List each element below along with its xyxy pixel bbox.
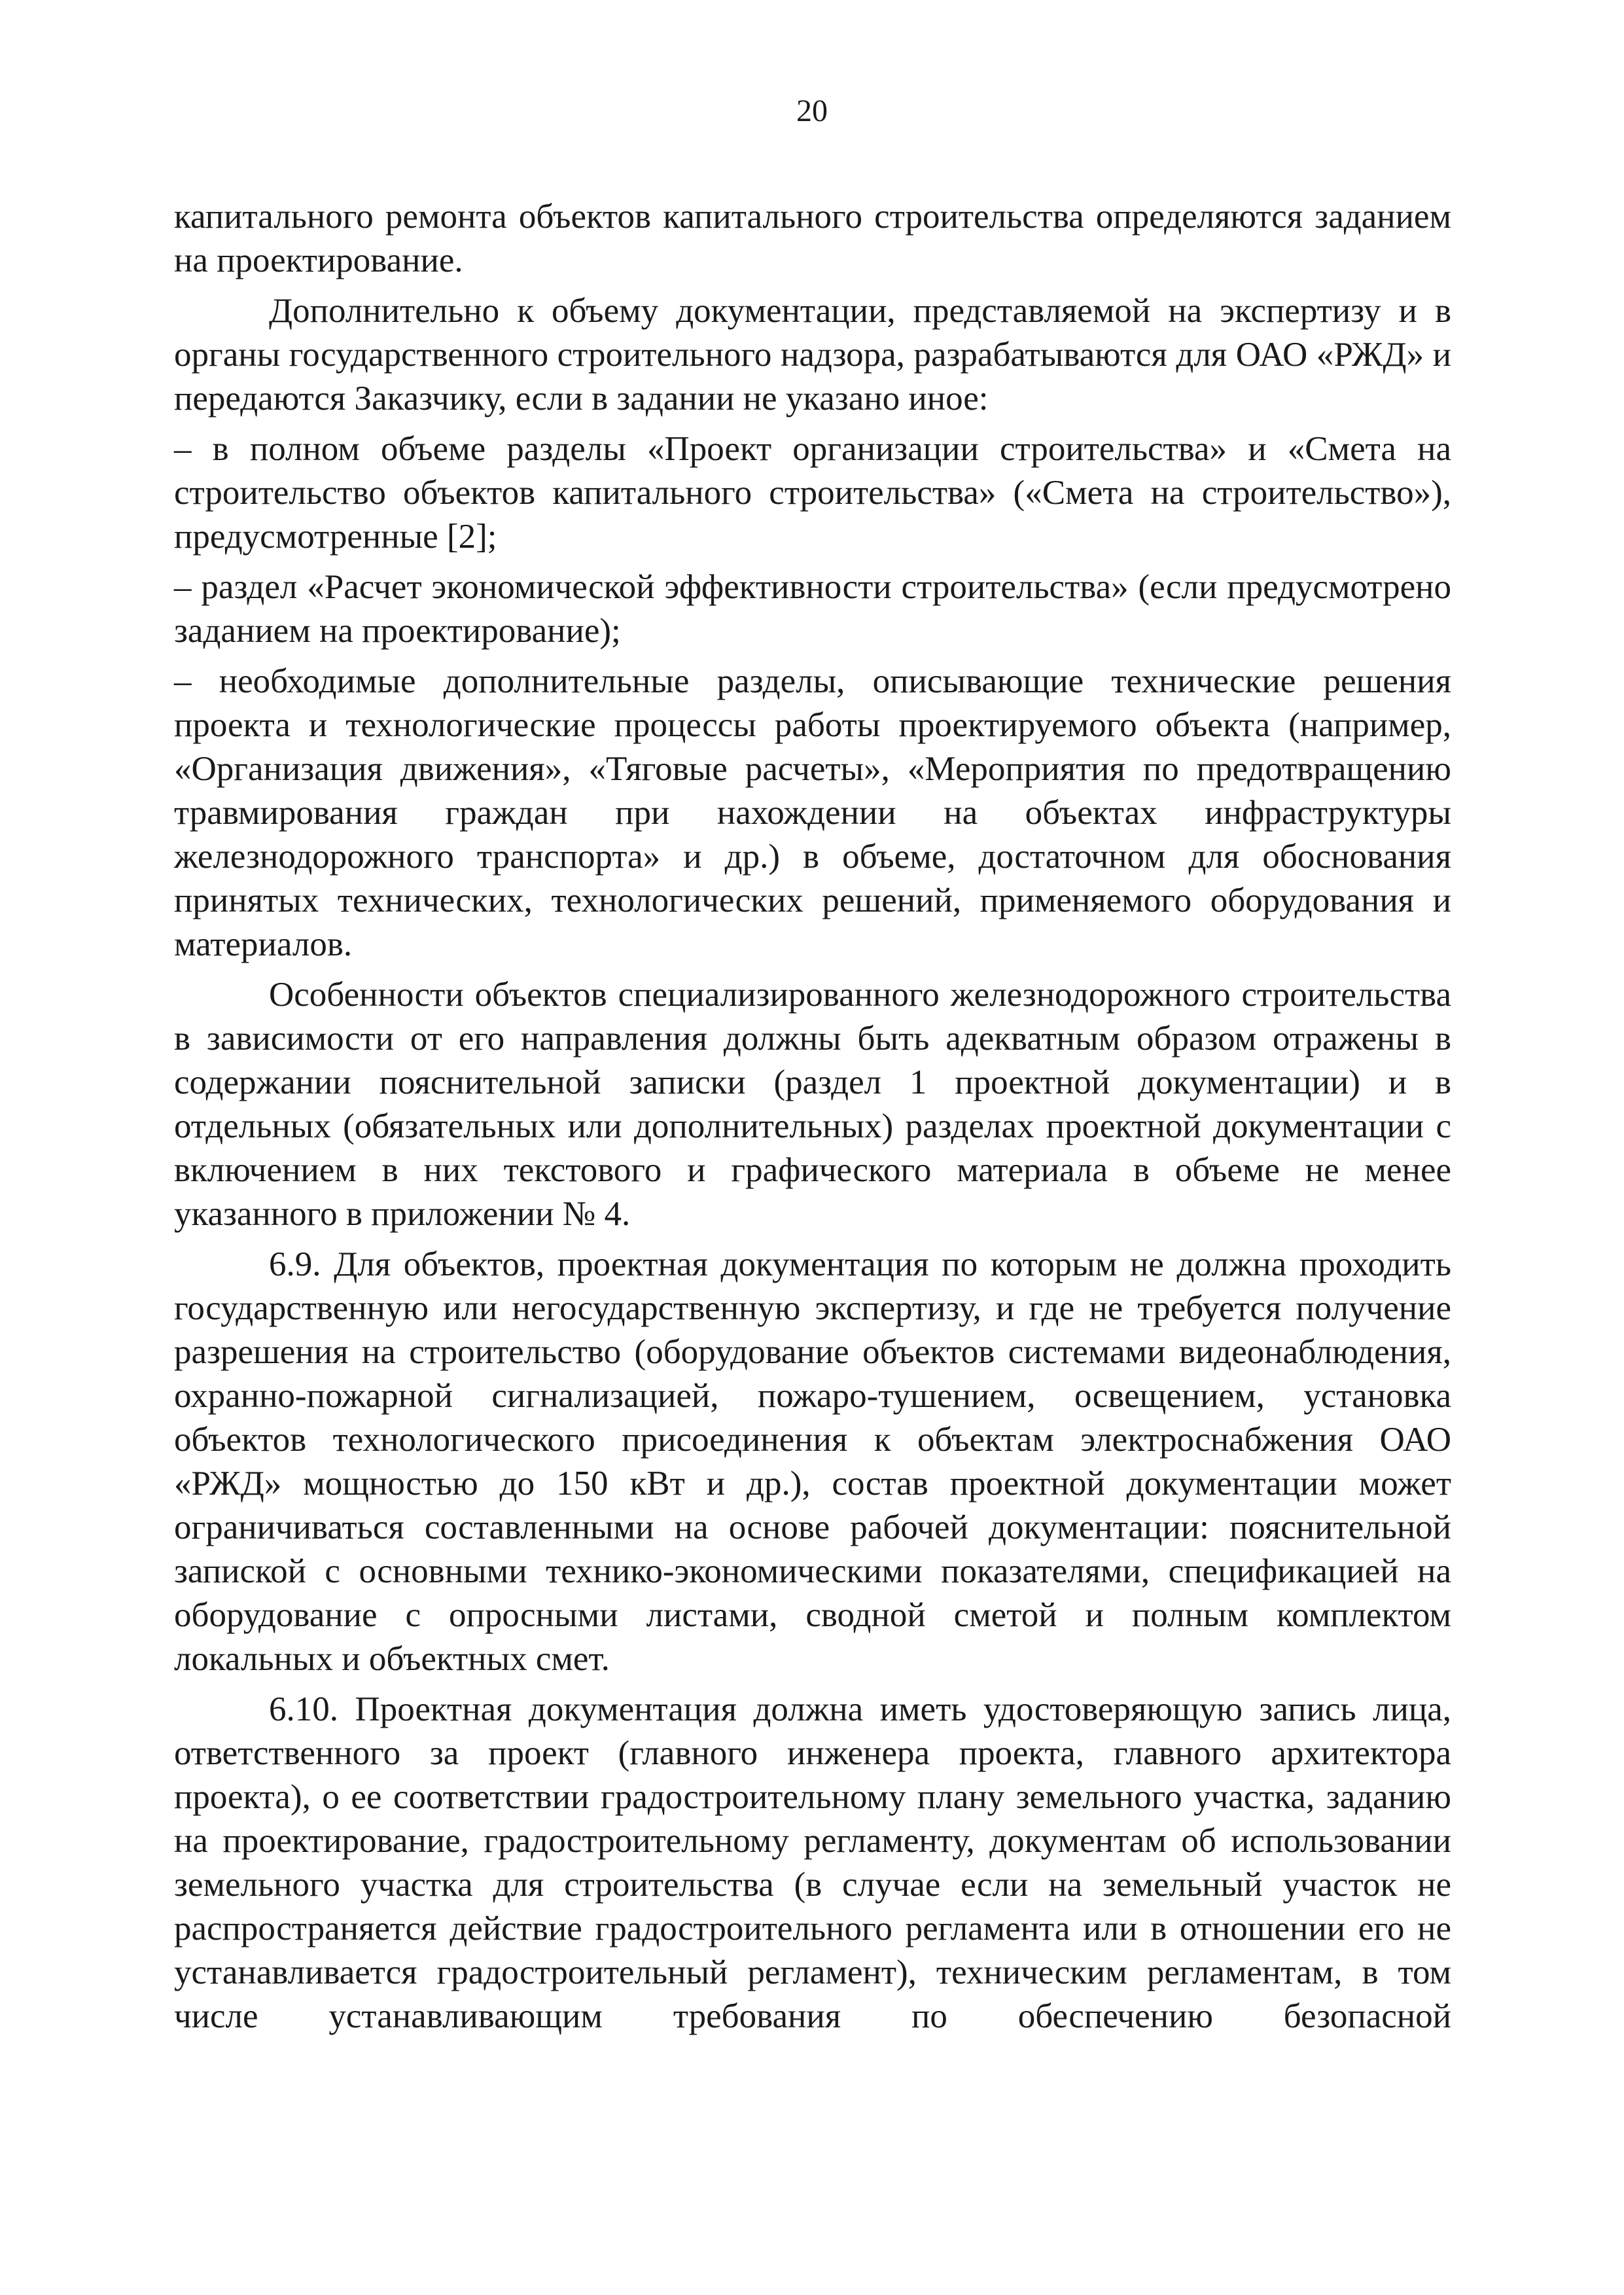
paragraph-railway-specifics: Особенности объектов специализированного железнодорожного строительства в зависимости от его направления должны быть адекватным образом отражены в содержании пояснительной записки (раздел 1 проектной документации) и в отдельных (обязательных или дополнительных) разделах проектной документации с включением в них текстового и графического материала в объеме не менее указанного в приложении № 4. (174, 976, 1451, 1233)
document-body (174, 195, 1451, 2045)
paragraph-section-6-9: 6.9. Для объектов, проектная документация по которым не должна проходить государственную или негосударственную экспертизу, и где не требуется получение разрешения на строительство (оборудование объектов системами видеонаблюдения, охранно-пожарной сигнализацией, пожаро-тушением, освещением, установка объектов технологического присоединения к объектам электроснабжения ОАО «РЖД» мощностью до 150 кВт и др.), состав проектной документации может ограничиваться составленными на основе рабочей документации: пояснительной запиской с основными технико-экономическими показателями, спецификацией на оборудование с опросными листами, сводной сметой и полным комплектом локальных и объектных смет. (174, 1245, 1451, 1678)
paragraph-additional-documentation: Дополнительно к объему документации, представляемой на экспертизу и в органы государственного строительного надзора, разрабатываются для ОАО «РЖД» и передаются Заказчику, если в задании не указано иное: (174, 292, 1451, 418)
page-number: 20 (796, 94, 828, 128)
paragraph-continuation: капитального ремонта объектов капитального строительства определяются заданием на проектирование. (174, 198, 1451, 279)
list-item-construction-organization: – в полном объеме разделы «Проект организации строительства» и «Смета на строительство объектов капитального строительства» («Смета на строительство»), предусмотренные [2]; (174, 430, 1451, 556)
paragraph-section-6-10: 6.10. Проектная документация должна иметь удостоверяющую запись лица, ответственного за проект (главного инженера проекта, главного архитектора проекта), о ее соответствии градостроительному плану земельного участка, заданию на проектирование, градостроительному регламенту, документам об использовании земельного участка для строительства (в случае если на земельный участок не распространяется действие градостроительного регламента или в отношении его не устанавливается градостроительный регламент), техническим регламентам, в том числе устанавливающим требования по обеспечению безопасной (174, 1690, 1451, 2035)
list-item-economic-efficiency: – раздел «Расчет экономической эффективности строительства» (если предусмотрено заданием на проектирование); (174, 568, 1451, 650)
list-item-additional-sections: – необходимые дополнительные разделы, описывающие технические решения проекта и технологические процессы работы проектируемого объекта (например, «Организация движения», «Тяговые расчеты», «Мероприятия по предотвращению травмирования граждан при нахождении на объектах инфраструктуры железнодорожного транспорта» и др.) в объеме, достаточном для обоснования принятых технических, технологических решений, применяемого оборудования и материалов. (174, 662, 1451, 963)
